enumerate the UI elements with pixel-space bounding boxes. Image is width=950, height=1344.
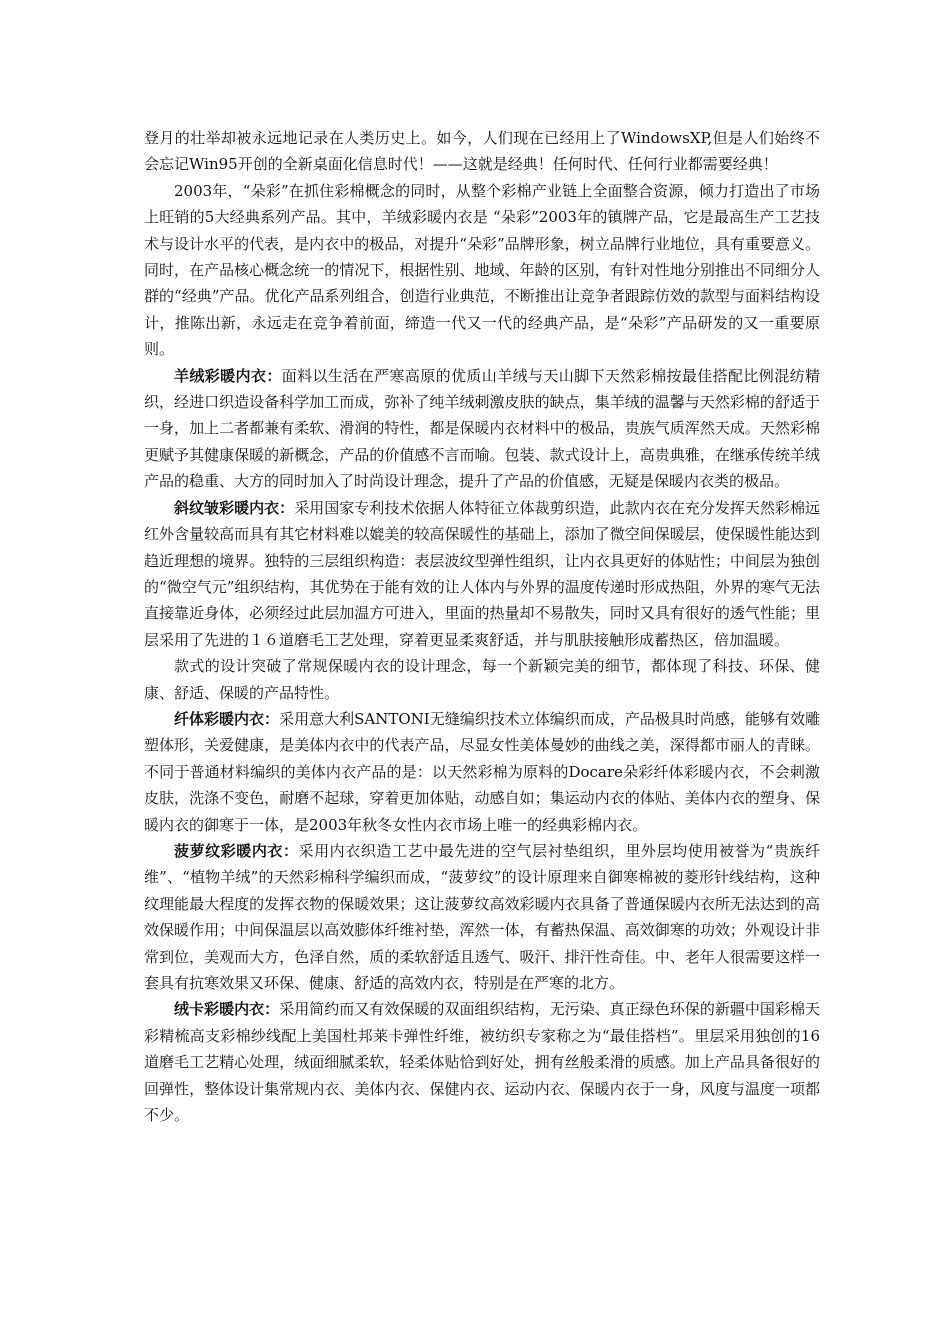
paragraph-text: 采用简约而又有效保暖的双面组织结构，无污染、真正绿色环保的新疆中国彩棉天彩精梳高支彩棉纱线配上美国杜邦莱卡弹性纤维，被纺织专家称之为“最佳搭档”。里层采用独创的16道磨毛工艺精心处理，绒面细腻柔软，轻柔体贴恰到好处，拥有丝般柔滑的质感。加上产品具备很好的回弹性，整体设计集常规内衣、美体内衣、保健内衣、运动内衣、保暖内衣于一身，风度与温度一项都不少。 — [144, 1000, 820, 1125]
paragraph-text: 2003年，“朵彩”在抓住彩棉概念的同时，从整个彩棉产业链上全面整合资源，倾力打造出了市场上旺销的5大经典系列产品。其中，羊绒彩暖内衣是 “朵彩”2003年的镇牌产品，它是最高生产工艺技术与设计水平的代表，是内衣中的极品，对提升“朵彩”品牌形象，树立品牌行业地位，具有重要意义。同时，在产品核心概念统一的情况下，根据性别、地域、年龄的区别，有针对性地分别推出不同细分人群的“经典”产品。优化产品系列组合，创造行业典范，不断推出让竞争者跟踪仿效的款型与面料结构设计，推陈出新，永远走在竞争着前面，缔造一代又一代的经典产品，是“朵彩”产品研发的又一重要原则。 — [144, 181, 820, 359]
document-body — [144, 125, 820, 1128]
paragraph-text: 款式的设计突破了常规保暖内衣的设计理念，每一个新颖完美的细节，都体现了科技、环保、健康、舒适、保暖的产品特性。 — [144, 657, 820, 702]
product-term: 纤体彩暖内衣： — [174, 709, 280, 728]
paragraph-text: 采用意大利SANTONI无缝编织技术立体编织而成，产品极具时尚感，能够有效雕塑体形，关爱健康，是美体内衣中的代表产品，尽显女性美体曼妙的曲线之美，深得都市丽人的青睐。不同于普通材料编织的美体内衣产品的是：以天然彩棉为原料的Docare朵彩纤体彩暖内衣，不会刺激皮肤，洗涤不变色，耐磨不起球，穿着更加体贴，动感自如；集运动内衣的体贴、美体内衣的塑身、保暖内衣的御寒于一体，是2003年秋冬女性内衣市场上唯一的经典彩棉内衣。 — [144, 709, 820, 834]
paragraph-twill-underwear — [144, 495, 820, 653]
paragraph-text: 面料以生活在严寒高原的优质山羊绒与天山脚下天然彩棉按最佳搭配比例混纺精织，经进口织造设备科学加工而成，弥补了纯羊绒刺激皮肤的缺点，集羊绒的温馨与天然彩棉的舒适于一身，加上二者都兼有柔软、滑润的特性，都是保暖内衣材料中的极品，贵族气质浑然天成。天然彩棉更赋予其健康保暖的新概念，产品的价值感不言而喻。包装、款式设计上，高贵典雅，在继承传统羊绒产品的稳重、大方的同时加入了时尚设计理念，提升了产品的价值感，无疑是保暖内衣类的极品。 — [144, 366, 820, 491]
paragraph-text: 登月的壮举却被永远地记录在人类历史上。如今，人们现在已经用上了WindowsXP,但是人们始终不会忘记Win95开创的全新桌面化信息时代！——这就是经典！任何时代、任何行业都需要经典！ — [144, 129, 820, 174]
product-term: 菠萝纹彩暖内衣： — [174, 841, 299, 860]
paragraph-2003-products — [144, 178, 820, 363]
product-term: 斜纹皱彩暖内衣： — [174, 498, 295, 517]
product-term: 羊绒彩暖内衣： — [174, 366, 282, 385]
paragraph-design-concept — [144, 653, 820, 706]
paragraph-intro-continued — [144, 125, 820, 178]
paragraph-velvet-lycra-underwear — [144, 996, 820, 1128]
paragraph-cashmere-underwear — [144, 363, 820, 495]
paragraph-text: 采用内衣织造工艺中最先进的空气层衬垫组织，里外层均使用被誉为“贵族纤维”、“植物羊绒”的天然彩棉科学编织而成，“菠萝纹”的设计原理来自御寒棉被的菱形针线结构，这种纹理能最大程度的发挥衣物的保暖效果；这让菠萝纹高效彩暖内衣具备了普通保暖内衣所无法达到的高效保暖作用；中间保温层以高效膨体纤维衬垫，浑然一体，有蓄热保温、高效御寒的功效；外观设计非常到位，美观而大方，色泽自然，质的柔软舒适且透气、吸汗、排汗性奇佳。中、老年人很需要这样一套具有抗寒效果又环保、健康、舒适的高效内衣，特别是在严寒的北方。 — [144, 841, 820, 992]
paragraph-text: 采用国家专利技术依据人体特征立体裁剪织造，此款内衣在充分发挥天然彩棉远红外含量较高而具有其它材料难以媲美的较高保暖性的基础上，添加了微空间保暖层，使保暖性能达到趋近理想的境界。独特的三层组织构造：表层波纹型弹性组织，让内衣具更好的体贴性；中间层为独创的“微空气元”组织结构，其优势在于能有效的让人体内与外界的温度传递时形成热阻，外界的寒气无法直接靠近身体，必须经过此层加温方可进入，里面的热量却不易散失，同时又具有很好的透气性能；里层采用了先进的１６道磨毛工艺处理，穿着更显柔爽舒适，并与肌肤接触形成蓄热区，倍加温暖。 — [144, 498, 820, 649]
product-term: 绒卡彩暖内衣： — [174, 1000, 280, 1019]
paragraph-slim-underwear — [144, 706, 820, 838]
paragraph-pineapple-underwear — [144, 838, 820, 996]
